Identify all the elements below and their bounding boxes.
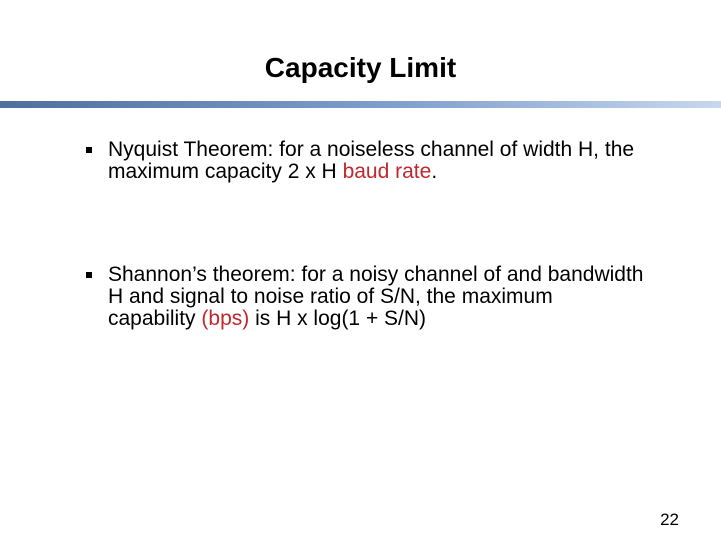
bullet-nyquist-text	[108, 139, 646, 183]
bullet-shannon-text	[108, 264, 646, 330]
title-divider	[0, 101, 721, 108]
bullet-nyquist-part-1: Nyquist Theorem: for a noiseless channel of width H, the maximum capacity 2 x H	[108, 138, 635, 183]
bullet-marker-icon	[86, 272, 92, 278]
baud-rate-highlight: baud rate	[342, 160, 432, 183]
bullet-nyquist	[86, 139, 646, 183]
bps-highlight: (bps)	[201, 307, 250, 330]
bullet-shannon	[86, 264, 646, 330]
page-number: 22	[660, 510, 679, 529]
bullet-shannon-part-1: Shannon’s theorem: for a noisy channel of and bandwidth H and signal to noise ratio of S/N, the maximum capability	[108, 263, 644, 330]
slide-title-text: Capacity Limit	[264, 52, 457, 83]
slide-title	[0, 50, 721, 86]
bullet-nyquist-part-3: .	[431, 160, 438, 183]
bullet-shannon-part-3: is H x log(1 + S/N)	[249, 307, 427, 330]
bullet-marker-icon	[86, 147, 92, 153]
